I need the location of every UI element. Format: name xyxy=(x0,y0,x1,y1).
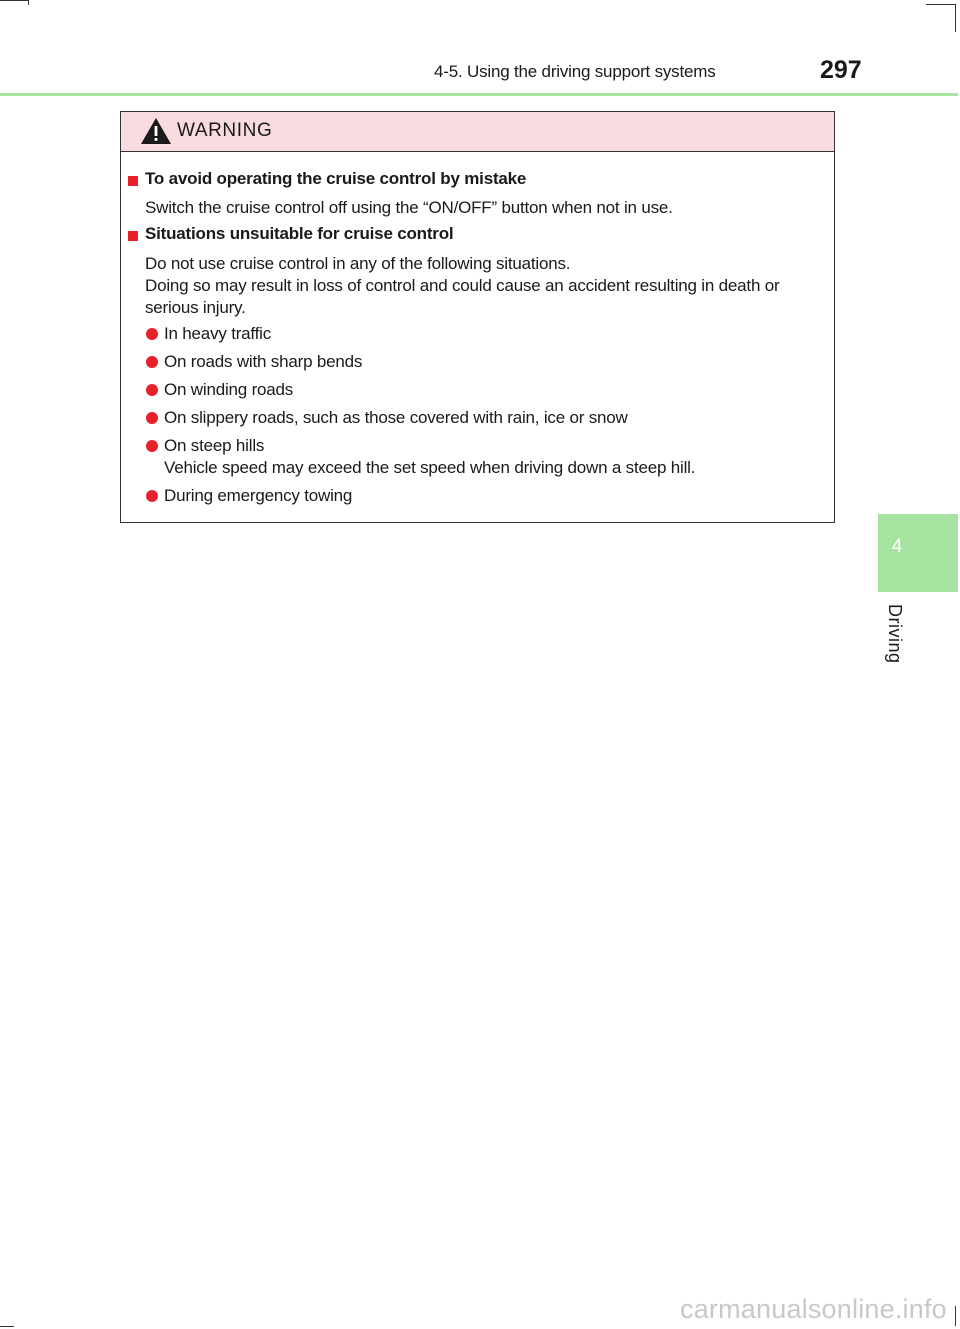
section-text-mistake: Switch the cruise control off using the “ON/OFF” button when not in use. xyxy=(145,198,673,217)
crop-mark-bottom-right xyxy=(955,1306,956,1326)
crop-mark-bottom-left xyxy=(0,1326,14,1327)
bullet-icon xyxy=(146,384,158,396)
section-text-unsuitable-2: Doing so may result in loss of control and could cause an accident resulting in death or serious injury. xyxy=(145,276,780,317)
bullet-icon xyxy=(146,412,158,424)
crop-mark-top-right xyxy=(926,4,956,5)
list-item: On slippery roads, such as those covered with rain, ice or snow xyxy=(164,408,628,427)
section-marker-icon xyxy=(128,231,138,241)
section-title-mistake: To avoid operating the cruise control by mistake xyxy=(145,169,527,188)
list-item: On winding roads xyxy=(164,380,294,399)
crop-mark-top-left xyxy=(0,0,28,1)
list-item-note: Vehicle speed may exceed the set speed when driving down a steep hill. xyxy=(164,458,696,477)
list-item: During emergency towing xyxy=(164,486,353,505)
bullet-icon xyxy=(146,440,158,452)
section-marker-icon xyxy=(128,176,138,186)
list-item: On roads with sharp bends xyxy=(164,352,363,371)
list-item: On steep hills xyxy=(164,436,265,455)
chapter-number: 4 xyxy=(891,536,903,557)
crop-mark-top-right-vertical xyxy=(955,4,956,32)
bullet-icon xyxy=(146,356,158,368)
running-header-section: 4-5. Using the driving support systems xyxy=(434,62,716,81)
header-rule xyxy=(0,93,958,96)
chapter-label: Driving xyxy=(885,604,905,664)
list-item: In heavy traffic xyxy=(164,324,272,343)
section-title-unsuitable: Situations unsuitable for cruise control xyxy=(145,224,454,243)
warning-triangle-icon xyxy=(140,117,172,145)
section-text-unsuitable-1: Do not use cruise control in any of the following situations. xyxy=(145,254,571,273)
watermark: carmanualsonline.info xyxy=(680,1294,947,1324)
bullet-icon xyxy=(146,490,158,502)
warning-box xyxy=(120,111,835,523)
warning-title: WARNING xyxy=(177,120,273,141)
bullet-icon xyxy=(146,328,158,340)
chapter-tab xyxy=(878,514,958,592)
crop-mark-top-left-vertical xyxy=(28,0,29,5)
warning-header xyxy=(121,112,834,152)
page-number: 297 xyxy=(820,56,862,84)
